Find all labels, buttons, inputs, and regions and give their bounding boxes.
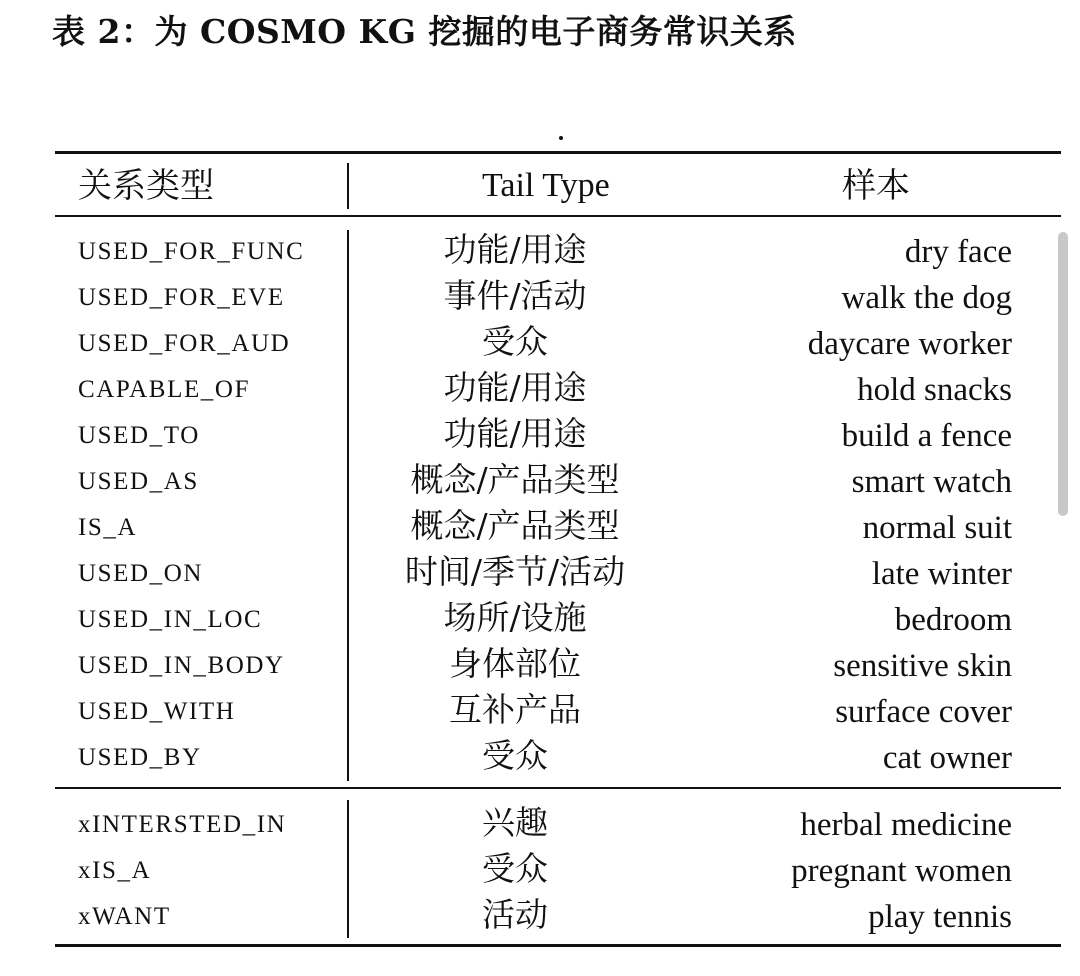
- relation-cell: USED_FOR_FUNC: [78, 238, 305, 265]
- tail-type-cell: 功能/用途: [443, 414, 587, 453]
- tail-type-cell: 受众: [482, 849, 548, 888]
- sample-cell: surface cover: [835, 694, 1012, 730]
- sample-cell: sensitive skin: [833, 648, 1012, 684]
- table-row: [0, 552, 1080, 598]
- top-rule: [55, 151, 1061, 154]
- tail-type-cell: 概念/产品类型: [410, 506, 620, 545]
- relation-cell: USED_AS: [78, 468, 199, 495]
- header-rule: [55, 215, 1061, 217]
- header-tail-type: Tail Type: [482, 167, 610, 204]
- table-row: [0, 322, 1080, 368]
- relation-cell: USED_WITH: [78, 698, 236, 725]
- table-row: [0, 736, 1080, 782]
- header-relation-type: 关系类型: [78, 166, 214, 206]
- tail-type-cell: 互补产品: [449, 690, 581, 729]
- sample-cell: play tennis: [868, 899, 1012, 935]
- tail-type-cell: 事件/活动: [443, 276, 587, 315]
- group-divider-rule: [55, 787, 1061, 789]
- header-column-divider: [347, 163, 349, 209]
- table-row: [0, 803, 1080, 849]
- tail-type-cell: 受众: [482, 322, 548, 361]
- tail-type-cell: 时间/季节/活动: [404, 552, 626, 591]
- table-row: [0, 368, 1080, 414]
- relation-cell: xINTERSTED_IN: [78, 811, 287, 838]
- tail-type-cell: 活动: [482, 895, 548, 934]
- relation-cell: USED_ON: [78, 560, 204, 587]
- relation-cell: USED_FOR_AUD: [78, 330, 291, 357]
- tail-type-cell: 场所/设施: [443, 598, 587, 637]
- stray-dot: [559, 136, 563, 140]
- table-row: [0, 690, 1080, 736]
- table-row: [0, 460, 1080, 506]
- scrollbar-thumb[interactable]: [1058, 232, 1068, 516]
- table-row: [0, 276, 1080, 322]
- relation-cell: USED_FOR_EVE: [78, 284, 285, 311]
- table-row: [0, 895, 1080, 941]
- sample-cell: cat owner: [882, 740, 1012, 776]
- sample-cell: build a fence: [841, 418, 1012, 454]
- sample-cell: pregnant women: [791, 853, 1012, 889]
- tail-type-cell: 概念/产品类型: [410, 460, 620, 499]
- relation-cell: USED_BY: [78, 744, 202, 771]
- sample-cell: dry face: [904, 234, 1012, 270]
- table-row: [0, 506, 1080, 552]
- table-row: [0, 598, 1080, 644]
- table-row: [0, 644, 1080, 690]
- sample-cell: normal suit: [862, 510, 1012, 546]
- relation-cell: xWANT: [78, 903, 171, 930]
- relation-cell: USED_TO: [78, 422, 200, 449]
- sample-cell: late winter: [871, 556, 1012, 592]
- tail-type-cell: 功能/用途: [443, 230, 587, 269]
- sample-cell: hold snacks: [857, 372, 1012, 408]
- tail-type-cell: 受众: [482, 736, 548, 775]
- table-caption: 表 2：为 COSMO KG 挖掘的电子商务常识关系: [52, 12, 797, 51]
- table-row: [0, 414, 1080, 460]
- tail-type-cell: 兴趣: [482, 803, 548, 842]
- relation-cell: xIS_A: [78, 857, 152, 884]
- tail-type-cell: 身体部位: [449, 644, 581, 683]
- table-row: [0, 849, 1080, 895]
- relation-cell: USED_IN_LOC: [78, 606, 263, 633]
- relation-cell: USED_IN_BODY: [78, 652, 285, 679]
- relation-cell: CAPABLE_OF: [78, 376, 251, 403]
- table-row: [0, 230, 1080, 276]
- sample-cell: walk the dog: [841, 280, 1012, 316]
- bottom-rule: [55, 944, 1061, 947]
- tail-type-cell: 功能/用途: [443, 368, 587, 407]
- sample-cell: bedroom: [894, 602, 1012, 638]
- header-sample: 样本: [842, 166, 910, 206]
- relation-cell: IS_A: [78, 514, 138, 541]
- sample-cell: smart watch: [851, 464, 1012, 500]
- sample-cell: herbal medicine: [800, 807, 1012, 843]
- sample-cell: daycare worker: [807, 326, 1012, 362]
